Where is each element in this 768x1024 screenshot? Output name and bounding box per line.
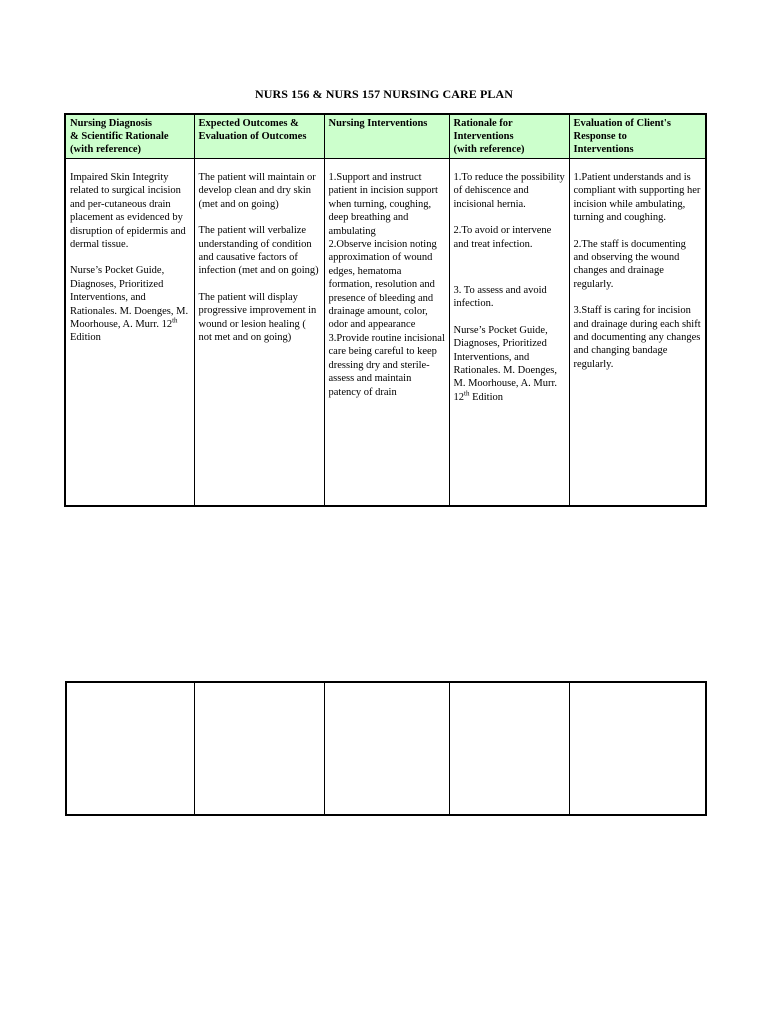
rationale-item: 2.To avoid or intervene and treat infection. bbox=[453, 225, 552, 250]
header-nursing-diagnosis: Nursing Diagnosis & Scientific Rationale (with reference) bbox=[65, 114, 194, 159]
outcome-item: The patient will maintain or develop clean and dry skin (met and on going) bbox=[198, 172, 316, 210]
header-expected-outcomes: Expected Outcomes & Evaluation of Outcomes bbox=[194, 114, 324, 159]
blank-cell bbox=[324, 682, 449, 815]
cell-diagnosis bbox=[65, 159, 194, 507]
outcome-item: The patient will display progressive improvement in wound or lesion healing ( not met and on going) bbox=[198, 291, 317, 344]
outcome-item: The patient will verbalize understanding of condition and causative factors of infection (met and on going) bbox=[198, 225, 319, 277]
intervention-item: 3.Provide routine incisional care being careful to keep dressing dry and sterile- assess and maintain patency of drain bbox=[328, 332, 445, 398]
blank-cell bbox=[449, 682, 569, 815]
blank-table bbox=[65, 681, 707, 816]
header-rationale: Rationale for Interventions (with reference) bbox=[449, 114, 569, 159]
diagnosis-reference: Nurse’s Pocket Guide, Diagnoses, Prioritized Interventions, and Rationales. M. Doenges, M. Moorhouse, A. Murr. 12th Edition bbox=[70, 265, 189, 344]
evaluation-item: 2.The staff is documenting and observing the wound changes and drainage regularly. bbox=[573, 238, 686, 290]
header-row bbox=[65, 114, 706, 159]
cell-evaluation bbox=[569, 159, 706, 507]
intervention-item: 2.Observe incision noting approximation of wound edges, hematoma formation, resolution and presence of bleeding and drainage amount, color, odor and appearance bbox=[328, 239, 437, 331]
blank-cell bbox=[194, 682, 324, 815]
rationale-item: 3. To assess and avoid infection. bbox=[453, 285, 547, 310]
cell-rationale bbox=[449, 159, 569, 507]
blank-cell bbox=[66, 682, 194, 815]
header-evaluation: Evaluation of Client's Response to Interventions bbox=[569, 114, 706, 159]
header-nursing-interventions: Nursing Interventions bbox=[324, 114, 449, 159]
evaluation-item: 1.Patient understands and is compliant with supporting her incision while ambulating, turning and coughing. bbox=[573, 172, 701, 224]
evaluation-item: 3.Staff is caring for incision and drainage during each shift and documenting any changes and changing bandage regularly. bbox=[573, 305, 701, 370]
blank-cell bbox=[569, 682, 706, 815]
rationale-reference: Nurse’s Pocket Guide, Diagnoses, Prioritized Interventions, and Rationales. M. Doenges, M. Moorhouse, A. Murr. 12th Edition bbox=[453, 324, 558, 403]
diagnosis-text: Impaired Skin Integrity related to surgical incision and per-cutaneous drain placement as evidenced by disruption of epidermis and dermal tissue. bbox=[70, 172, 186, 251]
page-title: NURS 156 & NURS 157 NURSING CARE PLAN bbox=[254, 87, 514, 101]
blank-row bbox=[66, 682, 706, 815]
rationale-item: 1.To reduce the possibility of dehiscence and incisional hernia. bbox=[453, 172, 565, 210]
care-plan-table bbox=[64, 113, 707, 507]
intervention-item: 1.Support and instruct patient in incision support when turning, coughing, deep breathing and ambulating bbox=[328, 172, 438, 237]
content-row bbox=[65, 159, 706, 507]
cell-interventions bbox=[324, 159, 449, 507]
cell-outcomes bbox=[194, 159, 324, 507]
